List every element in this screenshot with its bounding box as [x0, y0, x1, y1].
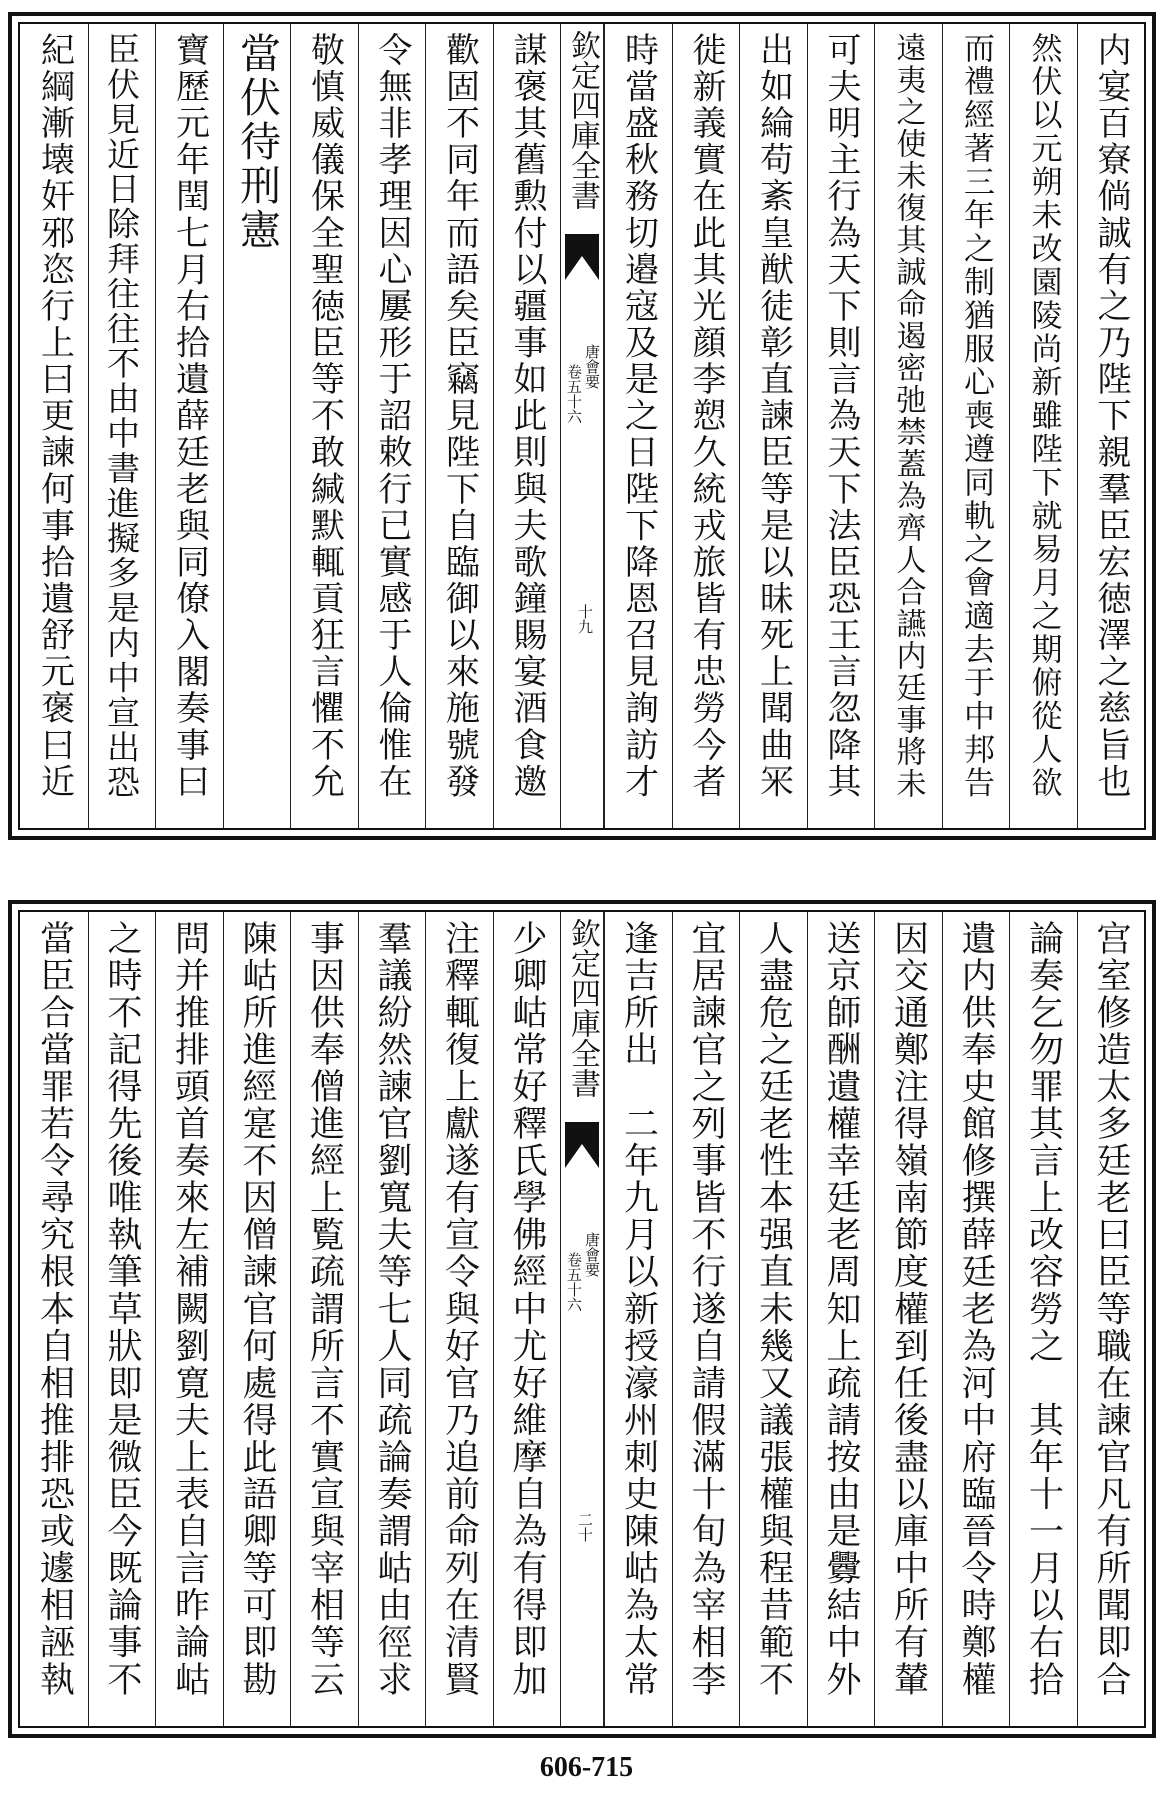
text-column: [290, 912, 358, 1726]
column-text: 逢吉所出 二年九月以新授濠州刺史陳岵為太常: [618, 920, 659, 1698]
page-gutter: [560, 24, 604, 828]
text-column: [604, 912, 672, 1726]
juan-label: 唐會要: [583, 344, 601, 389]
column-text: 人盡危之廷老性本强直未幾又議張權與程昔範不: [753, 920, 794, 1698]
column-text: 陳岵所進經寔不因僧諫官何處得此語卿等可即勘: [237, 920, 277, 1698]
text-column: [942, 912, 1010, 1726]
column-text: 可夫明主行為天下則言為天下法臣恐王言忽降其: [821, 32, 861, 800]
top-page-frame: [18, 22, 1146, 830]
text-column: [604, 24, 672, 828]
text-column: [425, 24, 493, 828]
book-title: 欽定四庫全書: [565, 30, 600, 210]
column-text: 時當盛秋務切邉寇及是之日陛下降恩召見詢訪才: [618, 32, 659, 800]
text-column: [942, 24, 1010, 828]
column-text: 少卿岵常好釋氏學佛經中尤好維摩自為有得即加: [507, 920, 547, 1698]
text-column: [874, 912, 942, 1726]
text-column: [493, 912, 561, 1726]
column-text: 送京師酬遺權幸廷老周知上疏請按由是釁結中外: [821, 920, 861, 1698]
bottom-page-panel: [8, 900, 1156, 1738]
fishtail-mark-icon: [565, 1122, 599, 1168]
fishtail-mark-icon: [565, 234, 599, 280]
column-text: 敬慎威儀保全聖徳臣等不敢緘默輒貢狂言懼不允: [304, 32, 345, 800]
column-text: 遺内供奉史館修撰薛廷老為河中府臨晉令時鄭權: [956, 920, 996, 1698]
text-column: [672, 912, 740, 1726]
column-text: 當伏待刑憲: [233, 32, 281, 252]
column-text: 事因供奉僧進經上覧疏謂所言不實宣與宰相等云: [304, 920, 345, 1698]
text-column: [493, 24, 561, 828]
book-title: 欽定四庫全書: [565, 918, 600, 1098]
column-text: 遠夷之使未復其誠命遏密弛禁蓋為齊人合讌内廷事將未: [890, 32, 926, 800]
column-text: 因交通鄭注得嶺南節度權到任後盡以庫中所有輦: [888, 920, 929, 1698]
text-column: [807, 912, 875, 1726]
column-text: 之時不記得先後唯執筆草狀即是微臣今既論事不: [102, 920, 142, 1698]
top-page-panel: [8, 12, 1156, 840]
text-column: [739, 912, 807, 1726]
column-text: 出如綸苟紊皇猷徒彰直諫臣等是以昧死上聞曲冞: [753, 32, 794, 800]
text-column: [425, 912, 493, 1726]
column-text: 論奏乞勿罪其言上改容勞之 其年十一月以右拾: [1023, 920, 1064, 1698]
column-text: 而禮經著三年之制猶服心喪遵同軌之會適去于中邦告: [958, 32, 994, 800]
folio-number: 二十: [576, 1512, 594, 1542]
juan-label: 唐會要: [583, 1232, 601, 1277]
folio-number: 十九: [576, 604, 594, 634]
column-text: 問并推排頭首奏來左補闕劉寛夫上表自言昨論岵: [169, 920, 210, 1698]
column-text: 徙新義實在此其光顔李愬久統戎旅皆有忠勞今者: [686, 32, 726, 800]
text-column: [223, 24, 291, 828]
text-column: [672, 24, 740, 828]
column-text: 令無非孝理因心屢形于詔敕行已實感于人倫惟在: [372, 32, 412, 800]
text-column: [20, 912, 88, 1726]
text-column: [155, 912, 223, 1726]
text-column: [358, 24, 426, 828]
text-column: [1077, 24, 1145, 828]
juan-number: 卷五十六: [565, 1252, 583, 1312]
column-text: 寶歷元年閏七月右拾遺薛廷老與同僚入閣奏事曰: [169, 32, 210, 800]
text-column: [1009, 912, 1077, 1726]
text-column: [874, 24, 942, 828]
column-text: 内宴百寮倘誠有之乃陛下親羣臣宏徳澤之慈旨也: [1091, 32, 1131, 800]
bottom-page-frame: [18, 910, 1146, 1728]
column-text: 紀綱漸壊奸邪恣行上曰更諫何事拾遺舒元褒曰近: [34, 32, 75, 800]
juan-number: 卷五十六: [565, 364, 583, 424]
text-column: [223, 912, 291, 1726]
column-text: 當臣合當罪若令尋究根本自相推排恐或遽相誣執: [34, 920, 75, 1698]
text-column: [155, 24, 223, 828]
column-text: 臣伏見近日除拜往往不由中書進擬多是内中宣出恐: [102, 32, 141, 800]
text-column: [358, 912, 426, 1726]
text-column: [807, 24, 875, 828]
text-column: [1077, 912, 1145, 1726]
column-text: 宜居諫官之列事皆不行遂自請假滿十旬為宰相李: [686, 920, 726, 1698]
column-text: 歡固不同年而語矣臣竊見陛下自臨御以來施號發: [439, 32, 480, 800]
page-gutter: [560, 912, 604, 1726]
column-text: 注釋輒復上獻遂有宣令與好官乃追前命列在清賢: [439, 920, 480, 1698]
page-reference: 606-715: [539, 1752, 634, 1783]
column-text: 羣議紛然諫官劉寬夫等七人同疏論奏謂岵由徑求: [372, 920, 412, 1698]
text-column: [88, 912, 156, 1726]
column-text: 宫室修造太多廷老曰臣等職在諫官凡有所聞即合: [1091, 920, 1131, 1698]
text-column: [20, 24, 88, 828]
text-column: [1009, 24, 1077, 828]
column-text: 然伏以元朔未改園陵尚新雖陛下就易月之期俯從人欲: [1025, 32, 1062, 800]
text-column: [739, 24, 807, 828]
text-column: [88, 24, 156, 828]
column-text: 謀褒其舊勲付以疆事如此則與夫歌鐘賜宴酒食邀: [507, 32, 547, 800]
text-column: [290, 24, 358, 828]
